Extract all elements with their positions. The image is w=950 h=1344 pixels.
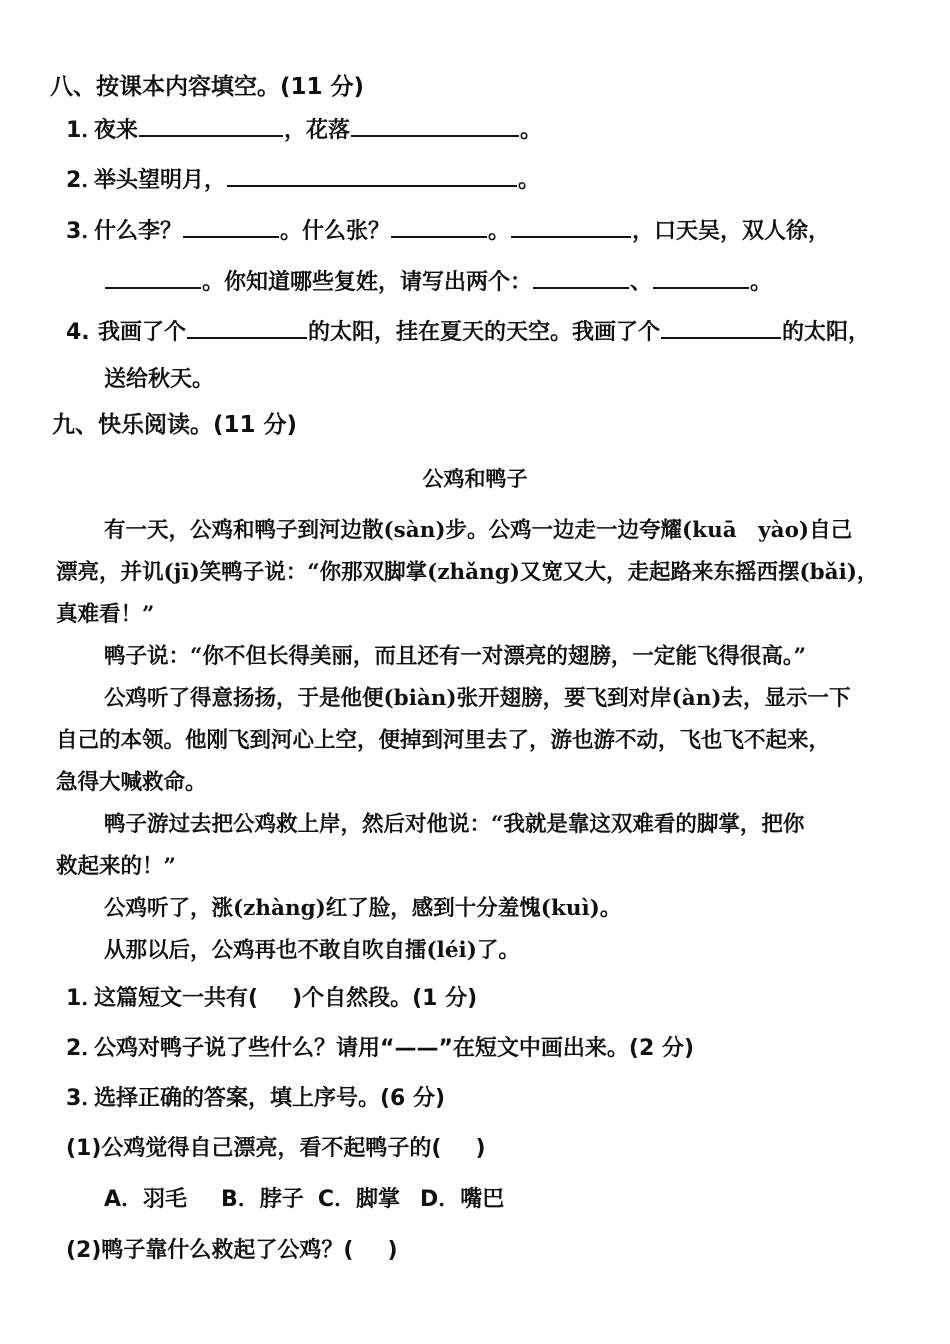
answer-blank[interactable]	[391, 214, 487, 238]
question-text: 选择正确的答案，填上序号。(6 分)	[94, 1086, 446, 1111]
question-number: 3．	[66, 219, 104, 244]
section9-heading: 九、快乐阅读。(11 分)	[52, 412, 298, 438]
question-text: 的太阳，挂在夏天的天空。我画了个	[308, 320, 661, 345]
question-text: 的太阳，	[782, 320, 871, 345]
story-line: 公鸡听了得意扬扬，于是他便(biàn)张开翅膀，要飞到对岸(àn)去，显示一下	[104, 686, 851, 711]
story-title: 公鸡和鸭子	[422, 467, 528, 491]
question-text: ，口天吴，双人徐，	[632, 219, 831, 244]
sub-question-1	[66, 1134, 486, 1164]
story-line: 鸭子游过去把公鸡救上岸，然后对他说：“我就是靠这双难看的脚掌，把你	[104, 812, 805, 837]
option-a[interactable]: A．羽毛	[104, 1187, 188, 1212]
option-c[interactable]: C．脚掌	[317, 1187, 400, 1212]
section8-question-2	[66, 163, 540, 196]
question-number: 2．	[66, 1036, 104, 1061]
question-number: 2．	[66, 168, 104, 193]
section8-question-3-continued	[104, 265, 772, 298]
question-text: ，花落	[284, 118, 351, 143]
story-line: 公鸡听了，涨(zhàng)红了脸，感到十分羞愧(kuì)。	[104, 896, 622, 921]
question-text: 夜来	[94, 118, 139, 143]
question-text: 这篇短文一共有(	[94, 986, 259, 1011]
question-text: 公鸡对鸭子说了些什么？请用“——”在短文中画出来。(2 分)	[94, 1036, 694, 1061]
question-text: 。	[750, 270, 773, 295]
answer-blank[interactable]	[187, 315, 307, 339]
answer-blank[interactable]	[227, 163, 517, 187]
question-text: 。	[488, 219, 511, 244]
question-text: 。	[518, 168, 541, 193]
answer-blank[interactable]	[139, 113, 283, 137]
question-text: 我画了个	[98, 320, 187, 345]
section9-question-1	[66, 984, 477, 1014]
question-number: 3．	[66, 1086, 104, 1111]
option-b[interactable]: B．脖子	[221, 1187, 304, 1212]
section9-question-2	[66, 1034, 694, 1064]
question-text: 什么李？	[94, 219, 183, 244]
answer-blank[interactable]	[351, 113, 519, 137]
question-text: 、	[630, 270, 653, 295]
question-text: (1)公鸡觉得自己漂亮，看不起鸭子的(	[66, 1136, 442, 1161]
question-text: )	[387, 1238, 398, 1263]
answer-blank[interactable]	[661, 315, 781, 339]
story-line: 从那以后，公鸡再也不敢自吹自擂(léi)了。	[104, 938, 520, 963]
story-line: 急得大喊救命。	[56, 770, 207, 795]
story-line: 漂亮，并讥(jī)笑鸭子说：“你那双脚掌(zhǎng)又宽又大，走起路来东摇西摆(bǎi)，	[56, 560, 879, 585]
question-text: (2)鸭子靠什么救起了公鸡？(	[66, 1238, 354, 1263]
section9-question-3	[66, 1084, 445, 1114]
question-text: )	[475, 1136, 486, 1161]
section8-heading: 八、按课本内容填空。(11 分)	[50, 74, 365, 100]
answer-blank[interactable]	[183, 214, 279, 238]
answer-blank[interactable]	[653, 265, 749, 289]
question-text: 举头望明月，	[94, 168, 227, 193]
question-text: 。你知道哪些复姓，请写出两个：	[202, 270, 533, 295]
answer-blank[interactable]	[533, 265, 629, 289]
section8-question-4	[66, 315, 870, 348]
question-number: 4.	[66, 320, 90, 345]
story-line: 真难看！”	[56, 602, 155, 627]
option-d[interactable]: D．嘴巴	[419, 1187, 505, 1212]
story-line: 自己的本领。他刚飞到河心上空，便掉到河里去了，游也游不动，飞也飞不起来，	[56, 728, 831, 753]
section8-question-3	[66, 214, 830, 247]
question-number: 1．	[66, 986, 104, 1011]
answer-options	[104, 1185, 538, 1215]
story-line: 有一天，公鸡和鸭子到河边散(sàn)步。公鸡一边走一边夸耀(kuā yào)自己	[104, 518, 853, 543]
answer-blank[interactable]	[511, 214, 631, 238]
section8-question-1	[66, 113, 542, 146]
question-number: 1．	[66, 118, 104, 143]
question-text: 。	[520, 118, 543, 143]
question-text: 。什么张？	[280, 219, 391, 244]
story-line: 鸭子说：“你不但长得美丽，而且还有一对漂亮的翅膀，一定能飞得很高。”	[104, 644, 806, 669]
sub-question-2	[66, 1236, 398, 1266]
story-line: 救起来的！”	[56, 854, 176, 879]
question-text: )个自然段。(1 分)	[292, 986, 478, 1011]
section8-question-4-continued: 送给秋天。	[104, 367, 215, 392]
answer-blank[interactable]	[105, 265, 201, 289]
